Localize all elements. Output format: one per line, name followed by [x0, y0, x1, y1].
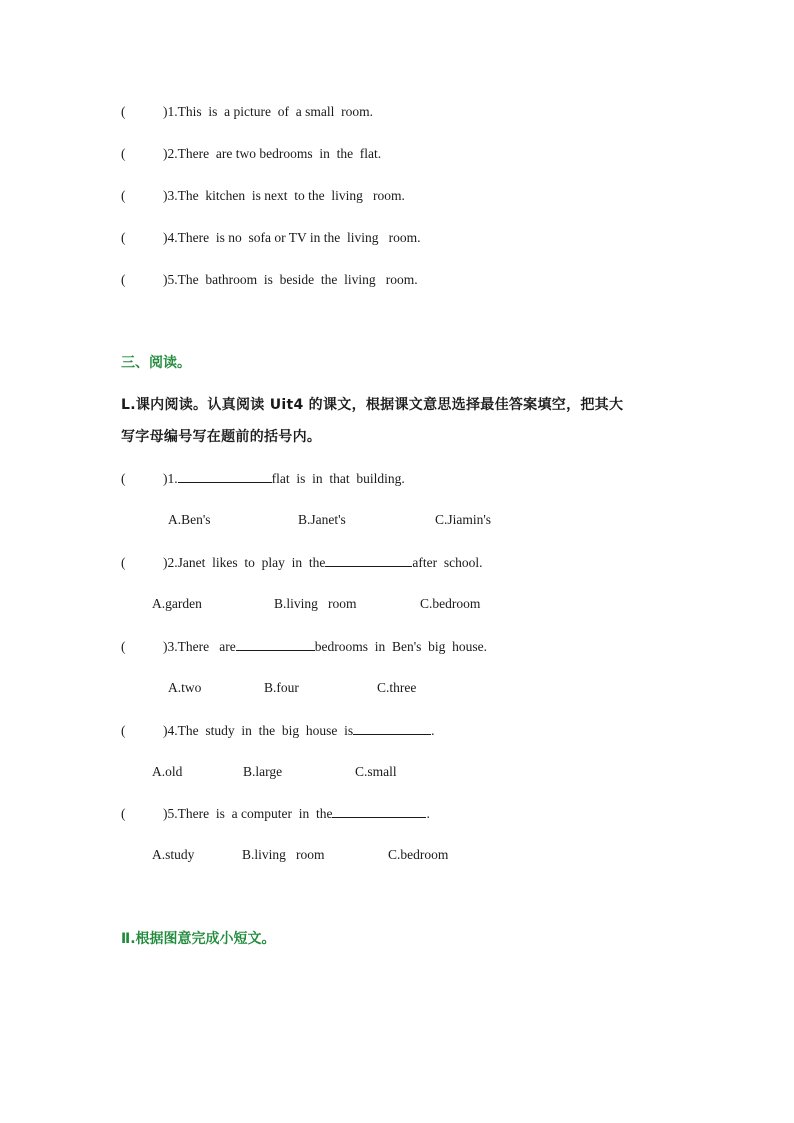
- option-c: C.small: [355, 764, 397, 779]
- question-tail: flat is in that building.: [271, 471, 405, 486]
- judgement-text: )3.The kitchen is next to the living room.: [163, 188, 405, 203]
- option-b: B.living room: [274, 596, 357, 611]
- fill-blank[interactable]: [236, 637, 315, 651]
- question-tail: .: [431, 723, 435, 738]
- judgement-item: [121, 229, 420, 247]
- option-a: A.garden: [152, 596, 202, 611]
- fill-blank[interactable]: [332, 804, 426, 818]
- question-stem: )5.There is a computer in the: [163, 806, 333, 821]
- question-tail: bedrooms in Ben's big house.: [314, 639, 487, 654]
- answer-bracket[interactable]: (: [121, 104, 126, 119]
- question-tail: .: [426, 806, 430, 821]
- option-c: C.bedroom: [388, 847, 449, 862]
- question-tail: after school.: [412, 555, 483, 570]
- part2-title: Ⅱ.根据图意完成小短文。: [121, 931, 276, 947]
- question-row: [121, 804, 430, 823]
- option-a: A.two: [168, 680, 202, 695]
- option-b: B.large: [243, 764, 283, 779]
- answer-bracket[interactable]: (: [121, 639, 126, 654]
- question-row: [121, 637, 487, 656]
- option-b: B.living room: [242, 847, 325, 862]
- question-row: [121, 469, 405, 488]
- question-row: [121, 553, 482, 572]
- answer-bracket[interactable]: (: [121, 188, 126, 203]
- judgement-item: [121, 187, 405, 205]
- judgement-item: [121, 145, 381, 163]
- option-a: A.Ben's: [168, 512, 211, 527]
- option-b: B.four: [264, 680, 299, 695]
- fill-blank[interactable]: [353, 721, 431, 735]
- answer-bracket[interactable]: (: [121, 555, 126, 570]
- instruction-line-1: L.课内阅读。认真阅读 Uit4 的课文，根据课文意思选择最佳答案填空，把其大: [121, 397, 624, 413]
- answer-bracket[interactable]: (: [121, 471, 126, 486]
- question-stem: )4.The study in the big house is: [163, 723, 354, 738]
- judgement-text: )5.The bathroom is beside the living room.: [163, 272, 418, 287]
- fill-blank[interactable]: [325, 553, 412, 567]
- judgement-item: [121, 103, 373, 121]
- option-c: C.three: [377, 680, 417, 695]
- option-a: A.study: [152, 847, 195, 862]
- answer-bracket[interactable]: (: [121, 723, 126, 738]
- option-b: B.Janet's: [298, 512, 346, 527]
- option-c: C.bedroom: [420, 596, 481, 611]
- question-stem: )1.: [163, 471, 178, 486]
- answer-bracket[interactable]: (: [121, 146, 126, 161]
- section-title: 三、阅读。: [121, 355, 191, 371]
- option-a: A.old: [152, 764, 183, 779]
- question-row: [121, 721, 434, 740]
- judgement-item: [121, 271, 418, 289]
- question-stem: )3.There are: [163, 639, 236, 654]
- fill-blank[interactable]: [178, 469, 272, 483]
- instruction-line-2: 写字母编号写在题前的括号内。: [121, 429, 322, 445]
- answer-bracket[interactable]: (: [121, 230, 126, 245]
- answer-bracket[interactable]: (: [121, 806, 126, 821]
- judgement-text: )2.There are two bedrooms in the flat.: [163, 146, 382, 161]
- judgement-text: )1.This is a picture of a small room.: [163, 104, 373, 119]
- option-c: C.Jiamin's: [435, 512, 492, 527]
- answer-bracket[interactable]: (: [121, 272, 126, 287]
- judgement-text: )4.There is no sofa or TV in the living room.: [163, 230, 421, 245]
- question-stem: )2.Janet likes to play in the: [163, 555, 326, 570]
